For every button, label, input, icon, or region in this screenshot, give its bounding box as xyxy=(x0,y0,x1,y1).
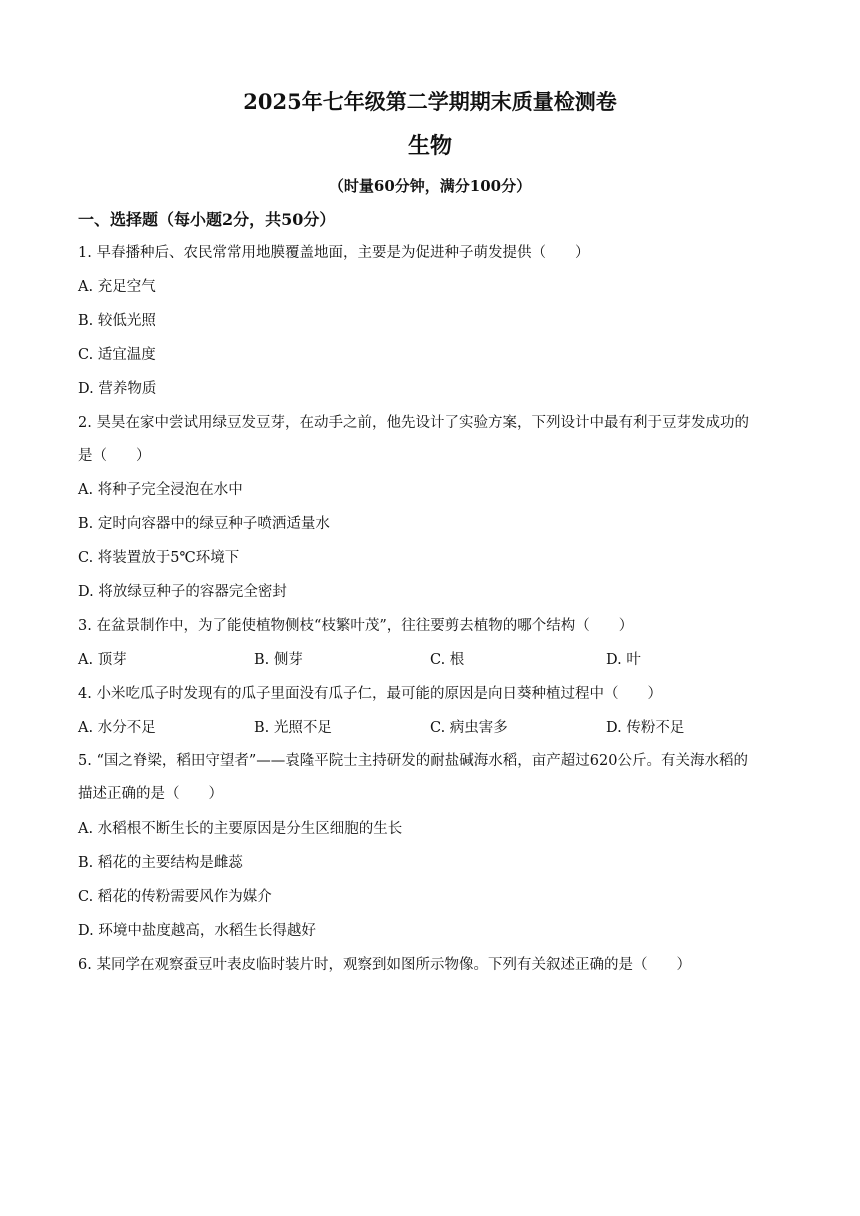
q3-option-d: D. 叶 xyxy=(606,652,641,668)
q4-option-a: A. 水分不足 xyxy=(78,720,156,736)
q3-option-b: B. 侧芽 xyxy=(254,652,303,668)
q2-option-d: D. 将放绿豆种子的容器完全密封 xyxy=(78,584,287,600)
q4-option-c: C. 病虫害多 xyxy=(430,720,508,736)
q2-option-b: B. 定时向容器中的绿豆种子喷洒适量水 xyxy=(78,516,330,532)
q5-option-c: C. 稻花的传粉需要风作为媒介 xyxy=(78,889,272,905)
q4-option-b: B. 光照不足 xyxy=(254,720,332,736)
q3-stem: 3. 在盆景制作中，为了能使植物侧枝“枝繁叶茂”，往往要剪去植物的哪个结构（ ） xyxy=(78,618,634,634)
q1-option-d: D. 营养物质 xyxy=(78,381,157,397)
q1-stem: 1. 早春播种后、农民常常用地膜覆盖地面，主要是为促进种子萌发提供（ ） xyxy=(78,245,590,261)
q1-option-a: A. 充足空气 xyxy=(78,279,156,295)
section-heading: 一、选择题（每小题2分，共50分） xyxy=(78,210,336,229)
q5-option-b: B. 稻花的主要结构是雌蕊 xyxy=(78,855,243,871)
q3-option-c: C. 根 xyxy=(430,652,465,668)
q3-option-a: A. 顶芽 xyxy=(78,652,127,668)
exam-title: 2025年七年级第二学期期末质量检测卷 xyxy=(243,89,617,114)
q4-option-d: D. 传粉不足 xyxy=(606,720,685,736)
subject-title: 生物 xyxy=(407,133,452,159)
q2-option-c: C. 将装置放于5℃环境下 xyxy=(78,550,240,566)
q6-stem: 6. 某同学在观察蚕豆叶表皮临时装片时，观察到如图所示物像。下列有关叙述正确的是（ ） xyxy=(78,957,691,973)
q2-stem-line1: 2. 昊昊在家中尝试用绿豆发豆芽，在动手之前，他先设计了实验方案，下列设计中最有利于豆芽发成功的 xyxy=(78,415,749,431)
q4-stem: 4. 小米吃瓜子时发现有的瓜子里面没有瓜子仁，最可能的原因是向日葵种植过程中（ ） xyxy=(78,686,662,702)
q5-option-a: A. 水稻根不断生长的主要原因是分生区细胞的生长 xyxy=(78,821,403,837)
q1-option-c: C. 适宜温度 xyxy=(78,347,156,363)
exam-info: （时量60分钟，满分100分） xyxy=(328,177,532,195)
q5-option-d: D. 环境中盐度越高，水稻生长得越好 xyxy=(78,923,316,939)
q2-stem-line2: 是（ ） xyxy=(78,448,151,464)
q2-option-a: A. 将种子完全浸泡在水中 xyxy=(78,482,243,498)
q1-option-b: B. 较低光照 xyxy=(78,313,156,329)
q5-stem-line1: 5. “国之脊梁，稻田守望者”——袁隆平院士主持研发的耐盐碱海水稻，亩产超过620公斤。有关海水稻的 xyxy=(78,753,748,769)
q5-stem-line2: 描述正确的是（ ） xyxy=(78,786,223,802)
